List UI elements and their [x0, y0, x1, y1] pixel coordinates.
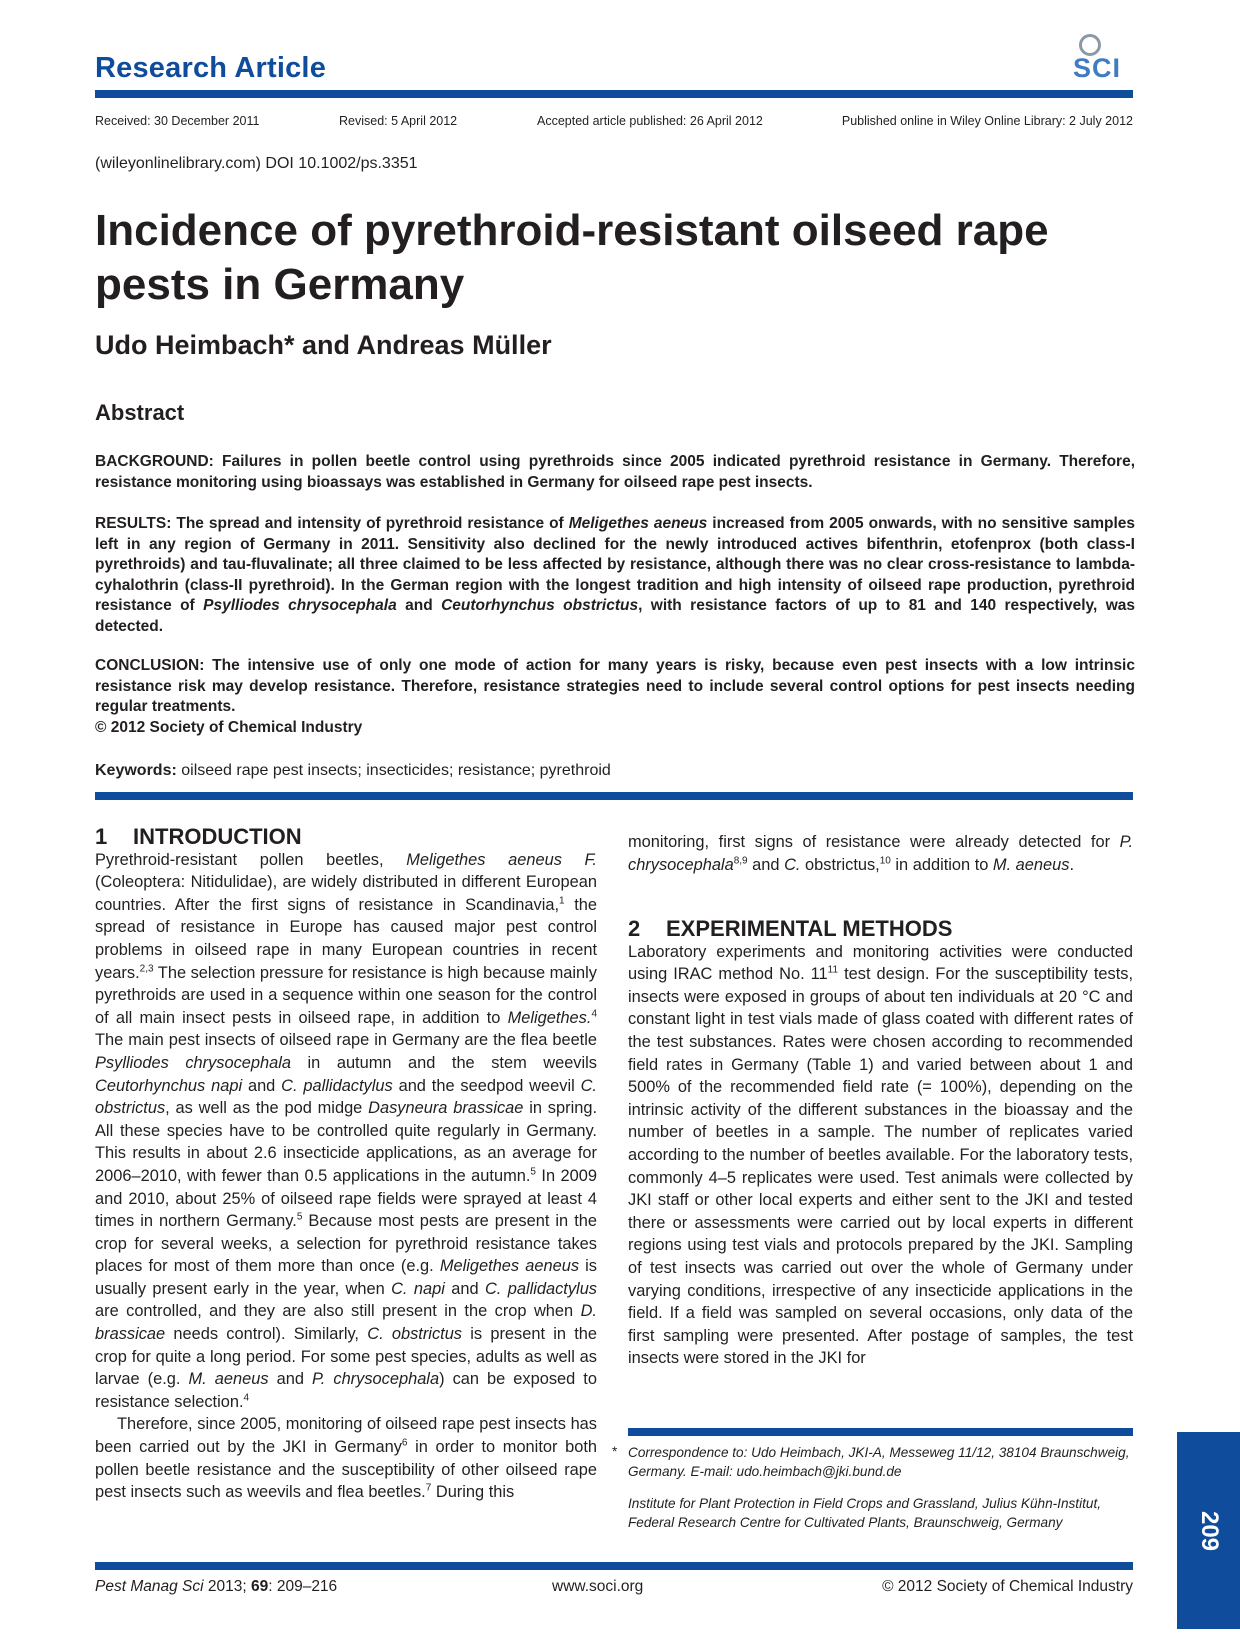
accepted-date: Accepted article published: 26 April 2012 — [537, 114, 763, 128]
correspondence-text: Correspondence to: Udo Heimbach, JKI-A, Messeweg 11/12, 38104 Braunschweig, Germany. E-mail: udo.heimbach@jki.bund.de — [628, 1445, 1130, 1479]
footer-rule — [95, 1562, 1133, 1570]
abstract-heading: Abstract — [95, 400, 185, 425]
abstract-copyright: © 2012 Society of Chemical Industry — [95, 718, 363, 736]
affiliation-text: Institute for Plant Protection in Field Crops and Grassland, Julius Kühn-Institut, Federal Research Centre for Cultivated Plants, Braunschweig, Germany — [628, 1496, 1101, 1530]
header-rule — [95, 90, 1133, 98]
abstract-rule — [95, 792, 1133, 800]
abstract-background: BACKGROUND: Failures in pollen beetle control using pyrethroids since 2005 indicated pyrethroid resistance in Germany. Therefore, resistance monitoring using bioassays was established in Germany for oilseed rape pest insects. — [95, 453, 1135, 491]
title-line-1: Incidence of pyrethroid-resistant oilseed rape — [95, 206, 1049, 255]
published-date: Published online in Wiley Online Library: 2 July 2012 — [841, 114, 1133, 128]
footer-copyright: © 2012 Society of Chemical Industry — [882, 1578, 1133, 1595]
authors: Udo Heimbach* and Andreas Müller — [95, 330, 552, 360]
correspondence-star: * — [612, 1444, 618, 1459]
abstract-results: RESULTS: The spread and intensity of pyrethroid resistance of Meligethes aeneus increased from 2005 onwards, with no sensitive samples left in any region of Germany in 2011. Sensitivity also declined for the newly introduced actives bifenthrin, etofenprox (both class-I pyrethroids) and tau-fluvalinate; all three claimed to be less affected by resistance, although there was no clear cross-resistance to lambda-cyhalothrin (class-II pyrethroid). In the German region with the longest tradition and high intensity of oilseed rape production, pyrethroid resistance of Psylliodes chrysocephala and Ceutorhynchus obstrictus, with resistance factors of up to 81 and 140 respectively, was detected. — [95, 515, 1136, 635]
page-number: 209 — [1195, 1510, 1223, 1551]
doi: (wileyonlinelibrary.com) DOI 10.1002/ps.3351 — [95, 155, 418, 172]
footer-citation: Pest Manag Sci 2013; 69: 209–216 — [95, 1578, 338, 1595]
correspondence-rule — [628, 1428, 1133, 1436]
revised-date: Revised: 5 April 2012 — [339, 114, 458, 128]
section-heading-methods: 2 EXPERIMENTAL METHODS — [628, 916, 953, 941]
sci-logo — [1073, 34, 1135, 82]
received-date: Received: 30 December 2011 — [95, 114, 260, 128]
page-number-tab — [1177, 1432, 1240, 1629]
section-heading-introduction: 1 INTRODUCTION — [95, 824, 302, 849]
right-column-methods — [628, 918, 1133, 1370]
article-type: Research Article — [95, 52, 327, 84]
intro-paragraph-1: Pyrethroid-resistant pollen beetles, Meligethes aeneus F. (Coleoptera: Nitidulidae), are widely distributed in different European countries. After the first signs of resistance in Scandinavia,$^1$ the spread of resistance in Europe has caused major pest control problems in oilseed rape in many European countries in recent years.$^{2,3}$ The selection pressure for resistance is high because mainly pyrethroids are used in a sequence within one season for the control of all main insect pests in oilseed rape, in addition to Meligethes.$^4$ The main pest insects of oilseed rape in Germany are the flea beetle Psylliodes chrysocephala in autumn and the stem weevils Ceutorhynchus napi and C. pallidactylus and the seedpod weevil C. obstrictus, as well as the pod midge Dasyneura brassicae in spring. All these species have to be controlled quite regularly in Germany. This results in about 2.6 insecticide applications, as an average for 2006–2010, with fewer than 0.5 applications in the autumn.$^5$ In 2009 and 2010, about 25% of oilseed rape fields were sprayed at least 4 times in northern Germany.$^5$ Because most pests are present in the crop for several weeks, a selection for pyrethroid resistance takes places for most of them more than once (e.g. Meligethes aeneus is usually present early in the year, when C. napi and C. pallidactylus are controlled, and they are also still present in the crop when D. brassicae needs control). Similarly, C. obstrictus is present in the crop for quite a long period. For some pest species, adults as well as larvae (e.g. M. aeneus and P. chrysocephala) can be exposed to resistance selection.$^4$ — [95, 850, 598, 1411]
logo-text: SCI — [1073, 53, 1122, 83]
methods-paragraph: Laboratory experiments and monitoring activities were conducted using IRAC method No. $11^{11}$ test design. For the susceptibility tests, insects were exposed in groups of about ten individuals at 20 °C and constant light in test vials made of glass coated with different rates of the test substances. Rates were chosen according to recommended field rates in Germany (Table 1) and varied between about 1 and 500% of the recommended field rate (= 100%), depending on the intrinsic activity of the different substances in the bioassay and the number of beetles in a sample. The number of replicates varied according to the number of beetles available. For the laboratory tests, commonly 4–5 replicates were used. Test animals were collected by JKI staff or other local experts and either sent to the JKI and tested there or assessments were carried out by local experts in different regions using test vials and protocols prepared by the JKI. Sampling of test insects was carried out over the whole of Germany under varying conditions, irrespective of any insecticide applications in the field. If a field was sampled on several occasions, only data of the first sampling were presented. After postage of samples, the test insects were stored in the JKI for — [628, 942, 1133, 1368]
paper-title — [95, 204, 1135, 312]
intro-paragraph-2: Therefore, since 2005, monitoring of oilseed rape pest insects has been carried out by the JKI in Germany$^6$ in order to monitor both pollen beetle resistance and the susceptibility of other oilseed rape pest insects such as weevils and flea beetles.$^7$ During this — [95, 1415, 598, 1502]
keywords-label: Keywords: — [95, 762, 177, 779]
right-column-continuation — [628, 831, 1133, 876]
footer-url[interactable]: www.soci.org — [552, 1578, 644, 1595]
keywords: Keywords: oilseed rape pest insects; insecticides; resistance; pyrethroid — [95, 762, 611, 779]
left-column — [95, 826, 597, 1504]
intro-continuation: monitoring, first signs of resistance were already detected for P. chrysocephala$^{8,9}$ and C. obstrictus,$^{10}$ in addition to M. aeneus. — [628, 833, 1133, 874]
abstract-conclusion: CONCLUSION: The intensive use of only one mode of action for many years is risky, because even pest insects with a low intrinsic resistance risk may develop resistance. Therefore, resistance strategies need to include several control options for pest insects needing regular treatments. © 2012 Society of Chemical Industry — [95, 656, 1135, 738]
title-line-2: pests in Germany — [95, 260, 465, 309]
